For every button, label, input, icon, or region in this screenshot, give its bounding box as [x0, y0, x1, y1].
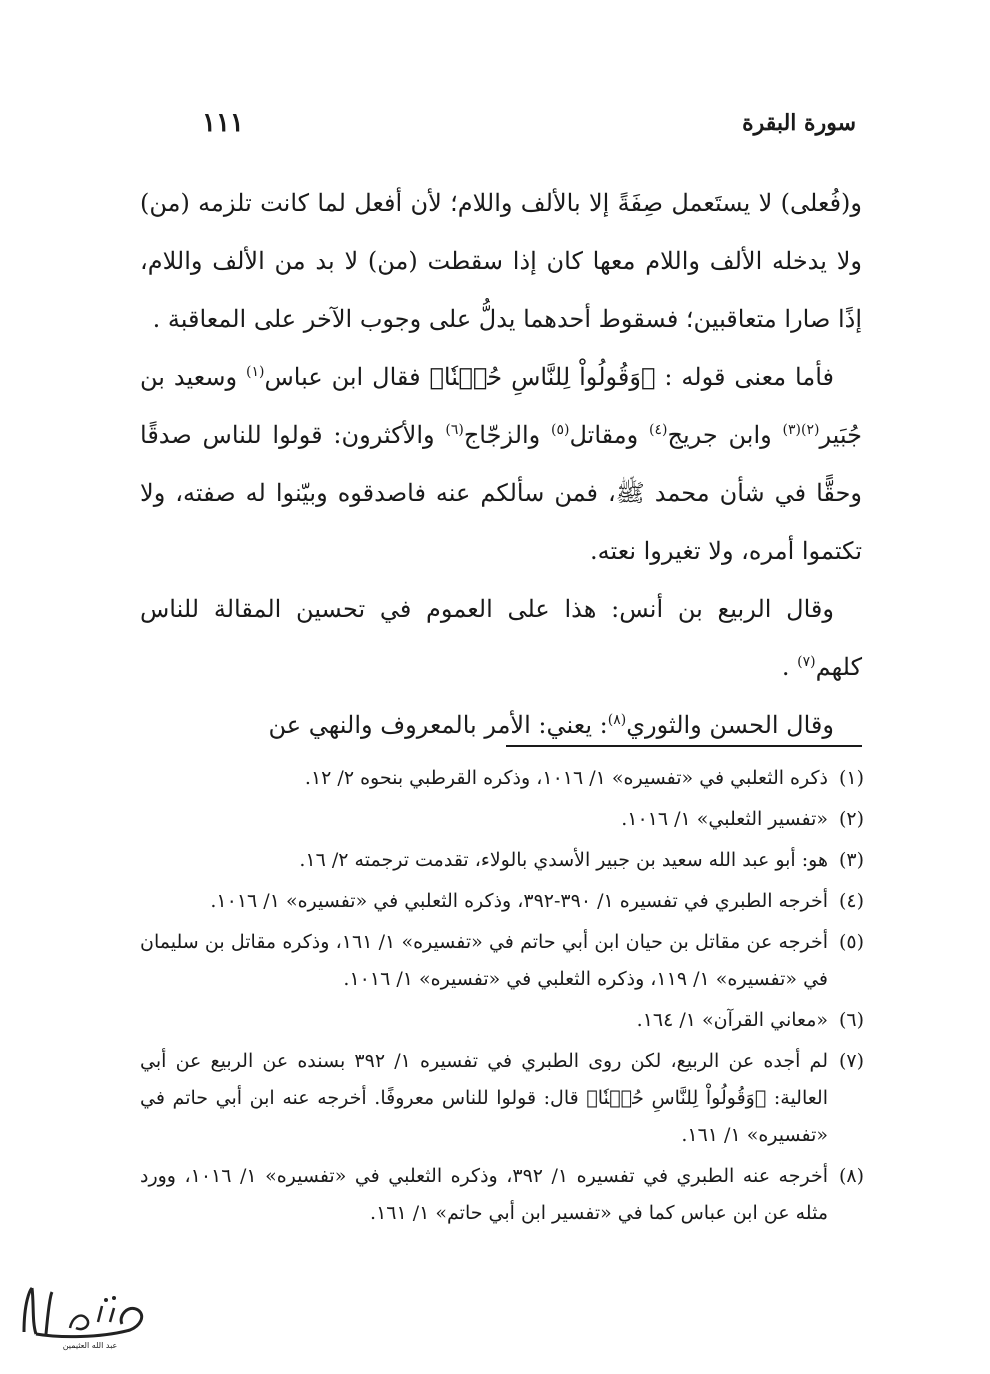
- footnote-number: (٨): [838, 1165, 864, 1187]
- footnote-item: [140, 1043, 864, 1154]
- footnote-number: (٤): [838, 890, 864, 912]
- paragraph: [140, 580, 862, 696]
- text-segment: و(فُعلى) لا يستَعمل صِفَةً إلا بالألف واللام؛ لأن أفعل لما كانت تلزمه (من) ولا يدخله الألف واللام معها كان إذا سقطت (من) لا بد من الألف واللام، إذًا صارا متعاقبين؛ فسقوط أحدهما يدلُّ على وجوب الآخر على المعاقبة .: [140, 189, 862, 333]
- footnote-text: ذكره الثعلبي في «تفسيره» ١/ ١٠١٦، وذكره القرطبي بنحوه ٢/ ١٢.: [304, 767, 828, 789]
- text-segment: .: [781, 653, 798, 681]
- text-segment: وقال الحسن والثوري: [626, 711, 834, 739]
- footnote-item: [140, 1158, 864, 1232]
- footnote-ref: (٢)(٣): [782, 422, 820, 438]
- text-segment: وقال الربيع بن أنس: هذا على العموم في تحسين المقالة للناس كلهم: [140, 595, 862, 681]
- text-segment: : يعني: الأمر بالمعروف والنهي عن: [268, 711, 608, 739]
- text-segment: وابن جريج: [667, 421, 783, 449]
- footnote-number: (٢): [838, 808, 864, 830]
- footnote-ref: (١): [246, 364, 265, 380]
- footnote-text: أخرجه عن مقاتل بن حيان ابن أبي حاتم في «تفسيره» ١/ ١٦١، وذكره مقاتل بن سليمان في «تفسيره» ١/ ١١٩، وذكره الثعلبي في «تفسيره» ١/ ١٠١٦.: [140, 931, 828, 990]
- page-number: ١١١: [202, 108, 244, 138]
- footnote-item: [140, 924, 864, 998]
- footnote-item: [140, 760, 864, 797]
- footnote-text: أخرجه عنه الطبري في تفسيره ١/ ٣٩٢، وذكره الثعلبي في «تفسيره» ١/ ١٠١٦، وورد مثله عن ابن عباس كما في «تفسير ابن أبي حاتم» ١/ ١٦١.: [140, 1165, 828, 1224]
- logo-text: المسهم: [10, 1282, 14, 1283]
- footnote-ref: (٧): [797, 654, 816, 670]
- footnote-ref: (٤): [649, 422, 668, 438]
- text-segment: ومقاتل: [569, 421, 650, 449]
- footnote-number: (١): [838, 767, 864, 789]
- text-segment: والزجّاج: [463, 421, 552, 449]
- footnote-item: [140, 801, 864, 838]
- page-header: [150, 108, 856, 148]
- footnote-ref: (٦): [445, 422, 464, 438]
- footnote-text: أخرجه الطبري في تفسيره ١/ ٣٩٠-٣٩٢، وذكره الثعلبي في «تفسيره» ١/ ١٠١٦.: [210, 890, 828, 912]
- main-text: [140, 174, 862, 754]
- footnote-item: [140, 1002, 864, 1039]
- footnote-number: (٥): [838, 931, 864, 953]
- footnote-ref: (٨): [607, 712, 627, 728]
- footnote-separator: [506, 745, 862, 747]
- footnote-number: (٣): [838, 849, 864, 871]
- footnote-text: لم أجده عن الربيع، لكن روى الطبري في تفسيره ١/ ٣٩٢ بسنده عن الربيع عن أبي العالية: ﴿وَقُولُواْ لِلنَّاسِ حُسۡنٗا﴾ قال: قولوا للناس معروفًا. أخرجه عنه ابن أبي حاتم في «تفسيره» ١/ ١٦١.: [140, 1050, 828, 1146]
- footnote-text: هو: أبو عبد الله سعيد بن جبير الأسدي بالولاء، تقدمت ترجمته ٢/ ١٦.: [299, 849, 828, 871]
- footnote-ref: (٥): [551, 422, 570, 438]
- footnote-text: «معاني القرآن» ١/ ١٦٤.: [636, 1009, 828, 1031]
- text-segment: فأما معنى قوله : ﴿وَقُولُواْ لِلنَّاسِ حُسۡنٗا﴾ فقال ابن عباس: [264, 363, 835, 391]
- footnote-item: [140, 842, 864, 879]
- logo-subtext: عبد الله العثيمين: [62, 1341, 118, 1350]
- publisher-logo: [10, 1282, 160, 1352]
- paragraph: [140, 174, 862, 348]
- footnote-number: (٦): [838, 1009, 864, 1031]
- footnote-item: [140, 883, 864, 920]
- footnote-text: «تفسير الثعلبي» ١/ ١٠١٦.: [621, 808, 828, 830]
- text-segment: وسعيد بن جُبَير: [140, 363, 862, 449]
- footnotes: [140, 760, 864, 1236]
- text-segment: والأكثرون: قولوا للناس صدقًا وحقًّا في شأن محمد ﷺ، فمن سألكم عنه فاصدقوه وبيّنوا له صفته، ولا تكتموا أمره، ولا تغيروا نعته.: [140, 421, 862, 565]
- footnote-number: (٧): [838, 1050, 864, 1072]
- surah-title: سورة البقرة: [742, 110, 856, 136]
- paragraph: [140, 348, 862, 580]
